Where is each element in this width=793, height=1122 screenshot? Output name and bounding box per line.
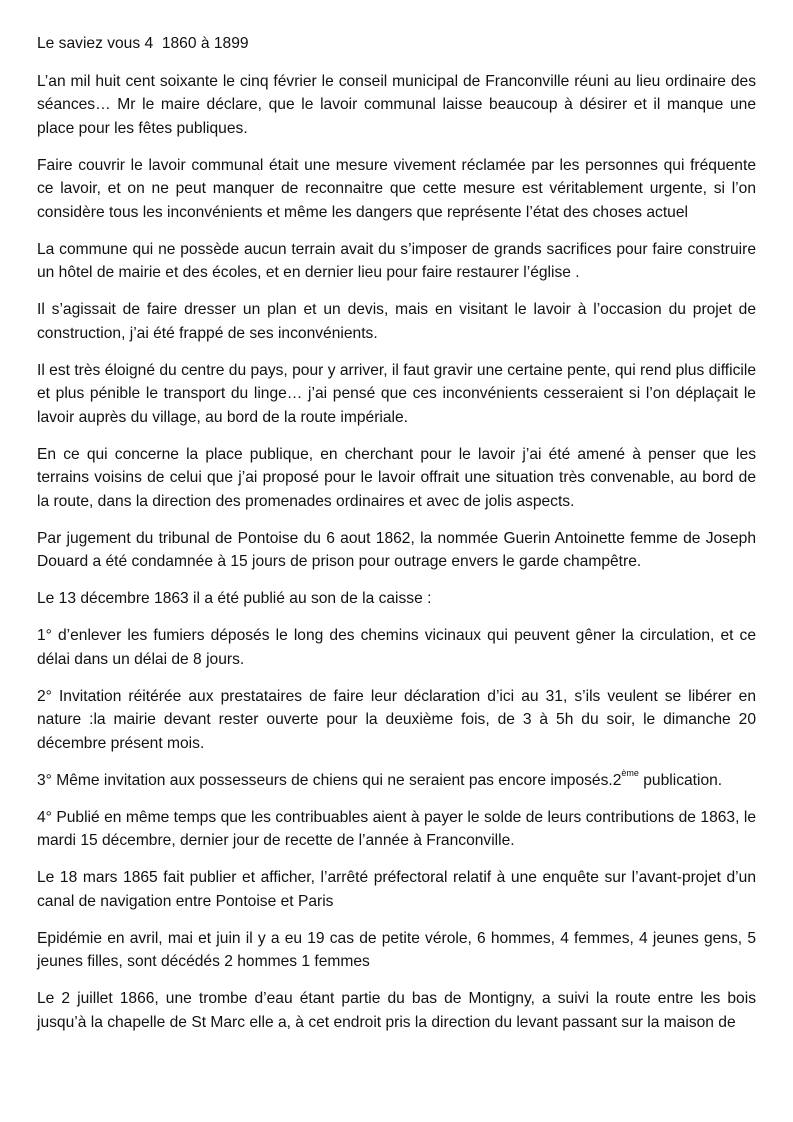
paragraph-canal-navigation: Le 18 mars 1865 fait publier et afficher, l’arrêté préfectoral relatif à une enquête sur l’avant-projet d’un canal de navigation entre Pontoise et Paris: [37, 869, 756, 910]
paragraph-conseil-municipal: L’an mil huit cent soixante le cinq février le conseil municipal de Franconville réuni au lieu ordinaire des séances… Mr le maire déclare, que le lavoir communal laisse beaucoup à désirer et il manque une place pour les fêtes publiques.: [37, 72, 756, 137]
paragraph-publication-caisse: Le 13 décembre 1863 il a été publié au son de la caisse :: [37, 590, 432, 607]
paragraph-item-4-contribuables: 4° Publié en même temps que les contribuables aient à payer le solde de leurs contributions de 1863, le mardi 15 décembre, dernier jour de recette de l’année à Franconville.: [37, 808, 756, 849]
paragraph-eloigne-centre: Il est très éloigné du centre du pays, pour y arriver, il faut gravir une certaine pente, qui rend plus difficile et plus pénible le transport du linge… j’ai pensé que ces inconvénients cesseraient si l’on déplaçait le lavoir auprès du village, au bord de la route impériale.: [37, 361, 756, 426]
document-heading: Le saviez vous 4 1860 à 1899: [37, 35, 249, 52]
paragraph-trombe-eau: Le 2 juillet 1866, une trombe d’eau étant partie du bas de Montigny, a suivi la route entre les bois jusqu’à la chapelle de St Marc elle a, à cet endroit pris la direction du levant passant sur la maison de: [37, 990, 756, 1031]
paragraph-item-3-chiens: [37, 769, 756, 793]
paragraph-item-3-text: 3° Même invitation aux possesseurs de chiens qui ne seraient pas encore imposés.2: [37, 771, 622, 789]
paragraph-epidemie: Epidémie en avril, mai et juin il y a eu 19 cas de petite vérole, 6 hommes, 4 femmes, 4 jeunes gens, 5 jeunes filles, sont décédés 2 hommes 1 femmes: [37, 929, 756, 970]
paragraph-place-publique: En ce qui concerne la place publique, en cherchant pour le lavoir j’ai été amené à penser que les terrains voisins de celui que j’ai proposé pour le lavoir offrait une situation très convenable, au bord de la route, dans la direction des promenades ordinaires et avec de jolis aspects.: [37, 445, 756, 510]
paragraph-jugement-tribunal: Par jugement du tribunal de Pontoise du 6 aout 1862, la nommée Guerin Antoinette femme de Joseph Douard a été condamnée à 15 jours de prison pour outrage envers le garde champêtre.: [37, 529, 756, 570]
paragraph-item-3-tail: publication.: [638, 771, 723, 789]
paragraph-item-1-fumiers: 1° d’enlever les fumiers déposés le long des chemins vicinaux qui peuvent gêner la circulation, et ce délai dans un délai de 8 jours.: [37, 627, 756, 668]
paragraph-couvrir-lavoir: Faire couvrir le lavoir communal était une mesure vivement réclamée par les personnes qui fréquente ce lavoir, et on ne peut manquer de reconnaitre que cette mesure est véritablement urgente, si l’on considère tous les inconvénients et même les dangers que représente l’état des choses actuel: [37, 156, 756, 221]
paragraph-plan-devis: Il s’agissait de faire dresser un plan et un devis, mais en visitant le lavoir à l’occasion du projet de construction, j’ai été frappé de ses inconvénients.: [37, 301, 756, 342]
superscript-eme: ème: [621, 768, 639, 779]
paragraph-item-2-prestataires: 2° Invitation réitérée aux prestataires de faire leur déclaration d’ici au 31, s’ils veulent se libérer en nature :la mairie devant rester ouverte pour la deuxième fois, de 3 à 5h du soir, le dimanche 20 décembre présent mois.: [37, 687, 756, 752]
paragraph-commune-terrain: La commune qui ne possède aucun terrain avait du s’imposer de grands sacrifices pour faire construire un hôtel de mairie et des écoles, et en dernier lieu pour faire restaurer l’église .: [37, 240, 756, 281]
document-page: [37, 32, 756, 1048]
